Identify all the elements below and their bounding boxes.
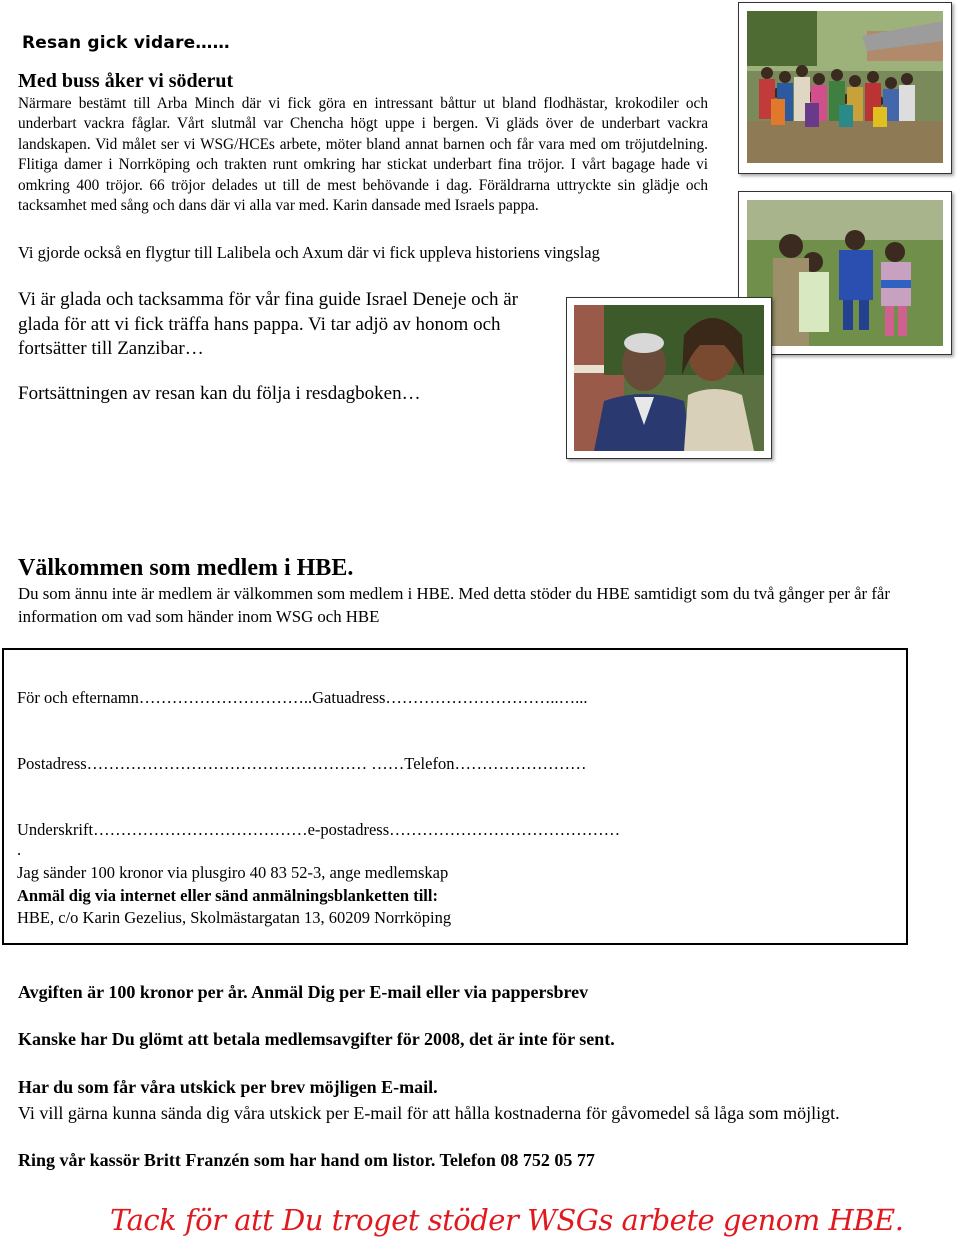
welcome-heading: Välkommen som medlem i HBE. <box>18 555 354 581</box>
email-request-heading: Har du som får våra utskick per brev möjligen E-mail. <box>18 1077 438 1097</box>
section-heading: Med buss åker vi söderut <box>18 70 234 92</box>
email-request-text: Vi vill gärna kunna sända dig våra utskick per E-mail för att hålla kostnaderna för gåvomedel så låga som möjligt. <box>18 1103 840 1123</box>
form-signature-email-line[interactable]: Underskrift…………………………………e-postadress…………………………………… <box>17 820 621 839</box>
form-name-address-line[interactable]: För och efternamn…………………………..Gatuadress…………………………..…... <box>17 688 588 707</box>
page-title: Resan gick vidare…… <box>22 33 230 53</box>
photo-guide-and-father <box>566 297 772 459</box>
form-payment-text: Jag sänder 100 kronor via plusgiro 40 83 52-3, ange medlemskap <box>17 863 449 882</box>
continue-text: Fortsättningen av resan kan du följa i resdagboken… <box>18 383 421 404</box>
form-postal-phone-line[interactable]: Postadress…………………………………………… ……Telefon…………………… <box>17 754 587 773</box>
fee-text: Avgiften är 100 kronor per år. Anmäl Dig per E-mail eller via pappersbrev <box>18 982 589 1002</box>
form-address-text: HBE, c/o Karin Gezelius, Skolmästargatan 13, 60209 Norrköping <box>17 908 452 927</box>
form-dot: . <box>17 840 22 859</box>
thanks-slogan: Tack för att Du troget stöder WSGs arbete genom HBE. <box>110 1203 904 1237</box>
flight-text: Vi gjorde också en flygtur till Lalibela och Axum där vi fick uppleva historiens vingslag <box>18 243 600 262</box>
form-register-text: Anmäl dig via internet eller sänd anmälningsblanketten till: <box>17 886 438 905</box>
photo-group-children <box>738 2 952 174</box>
membership-form <box>2 648 908 945</box>
forgot-fee-text: Kanske har Du glömt att betala medlemsavgifter för 2008, det är inte för sent. <box>18 1029 615 1049</box>
guide-text: Vi är glada och tacksamma för vår fina guide Israel Deneje och är glada för att vi fick träffa hans pappa. Vi tar adjö av honom och fortsätter till Zanzibar… <box>18 289 519 359</box>
welcome-text: Du som ännu inte är medlem är välkommen som medlem i HBE. Med detta stöder du HBE samtidigt som du två gånger per år får information om vad som händer inom WSG och HBE <box>18 584 890 626</box>
section-paragraph: Närmare bestämt till Arba Minch där vi fick göra en intressant båttur ut bland flodhästar, krokodiler och underbart vackra fåglar. Vårt slutmål var Chencha högt uppe i bergen. Vi gläds över de underbart vackra landskapen. Vid målet ser vi WSG/HCEs arbete, möter bland annat barnen och får vara med om tröjutdelning. Flitiga damer i Norrköping och trakten runt omkring har stickat underbart fina tröjor. I vårt bagage hade vi omkring 400 tröjor. 66 tröjor delades ut till de mest behövande i dag. Föräldrarna uttryckte sin glädje och tacksamhet med sång och dans där vi alla var med. Karin dansade med Israels pappa. <box>18 95 708 215</box>
treasurer-contact-text: Ring vår kassör Britt Franzén som har hand om listor. Telefon 08 752 05 77 <box>18 1150 595 1170</box>
